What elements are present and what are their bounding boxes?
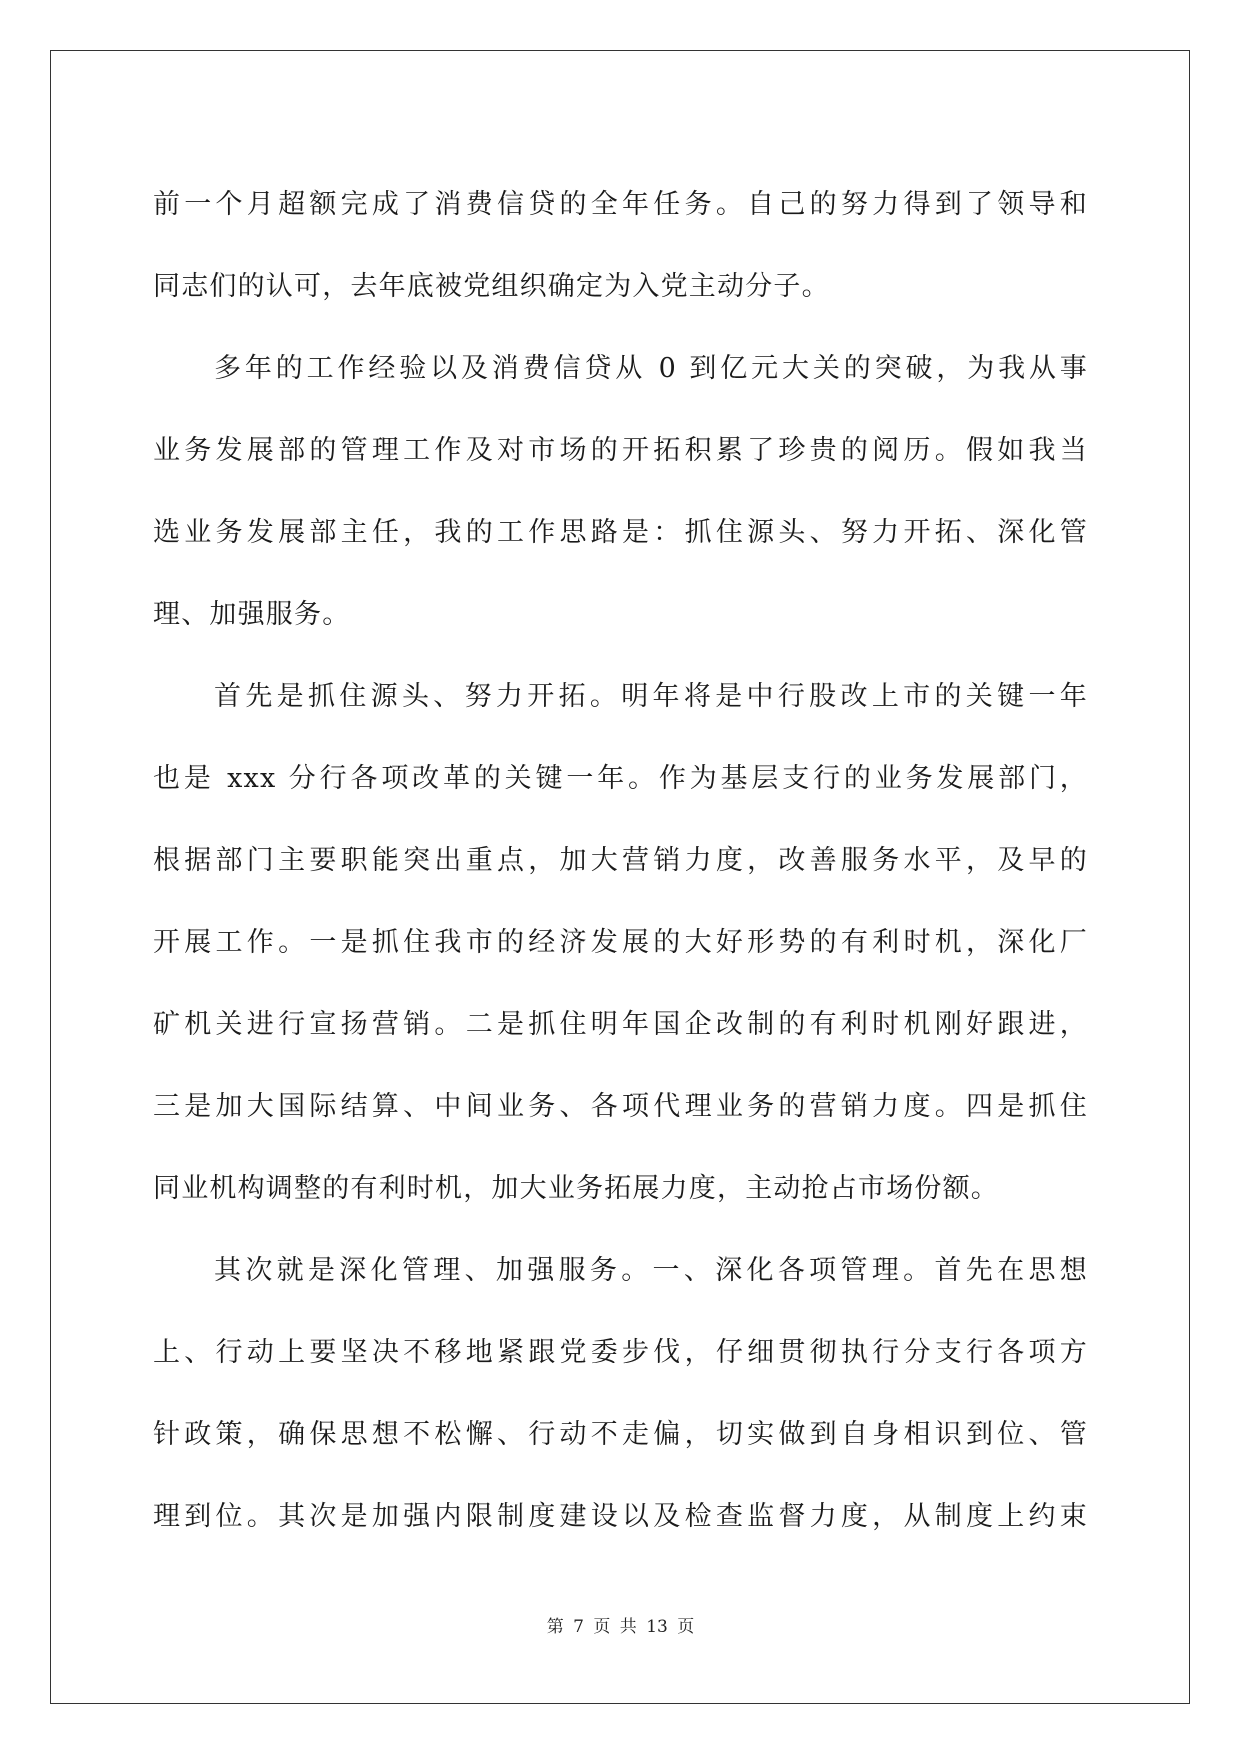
paragraph — [153, 656, 1088, 1230]
text-line: 根据部门主要职能突出重点，加大营销力度，改善服务水平，及早的 — [153, 845, 1088, 876]
text-line: 业务发展部的管理工作及对市场的开拓积累了珍贵的阅历。假如我当 — [153, 435, 1088, 466]
document-body — [153, 164, 1088, 1558]
text-line: 开展工作。一是抓住我市的经济发展的大好形势的有利时机，深化厂 — [153, 927, 1088, 958]
page-number: 第 7 页 共 13 页 — [546, 1617, 695, 1637]
text-line: 首先是抓住源头、努力开拓。明年将是中行股改上市的关键一年 — [214, 681, 1088, 712]
text-line: 选业务发展部主任，我的工作思路是：抓住源头、努力开拓、深化管 — [153, 517, 1088, 548]
paragraph — [153, 1230, 1088, 1558]
text-line: 前一个月超额完成了消费信贷的全年任务。自己的努力得到了领导和 — [153, 189, 1088, 220]
text-line: 其次就是深化管理、加强服务。一、深化各项管理。首先在思想 — [214, 1255, 1088, 1286]
text-line: 针政策，确保思想不松懈、行动不走偏，切实做到自身相识到位、管 — [153, 1419, 1088, 1450]
text-line: 也是 xxx 分行各项改革的关键一年。作为基层支行的业务发展部门， — [153, 763, 1088, 794]
text-line: 三是加大国际结算、中间业务、各项代理业务的营销力度。四是抓住 — [153, 1091, 1088, 1122]
text-line: 理、加强服务。 — [153, 599, 351, 630]
text-line: 上、行动上要坚决不移地紧跟党委步伐，仔细贯彻执行分支行各项方 — [153, 1337, 1088, 1368]
text-line: 同志们的认可，去年底被党组织确定为入党主动分子。 — [153, 271, 830, 302]
text-line: 矿机关进行宣扬营销。二是抓住明年国企改制的有利时机刚好跟进， — [153, 1009, 1088, 1040]
text-line: 同业机构调整的有利时机，加大业务拓展力度，主动抢占市场份额。 — [153, 1173, 999, 1204]
text-line: 理到位。其次是加强内限制度建设以及检查监督力度，从制度上约束 — [153, 1501, 1088, 1532]
paragraph — [153, 328, 1088, 656]
text-line: 多年的工作经验以及消费信贷从 0 到亿元大关的突破，为我从事 — [214, 353, 1088, 384]
paragraph — [153, 164, 1088, 328]
